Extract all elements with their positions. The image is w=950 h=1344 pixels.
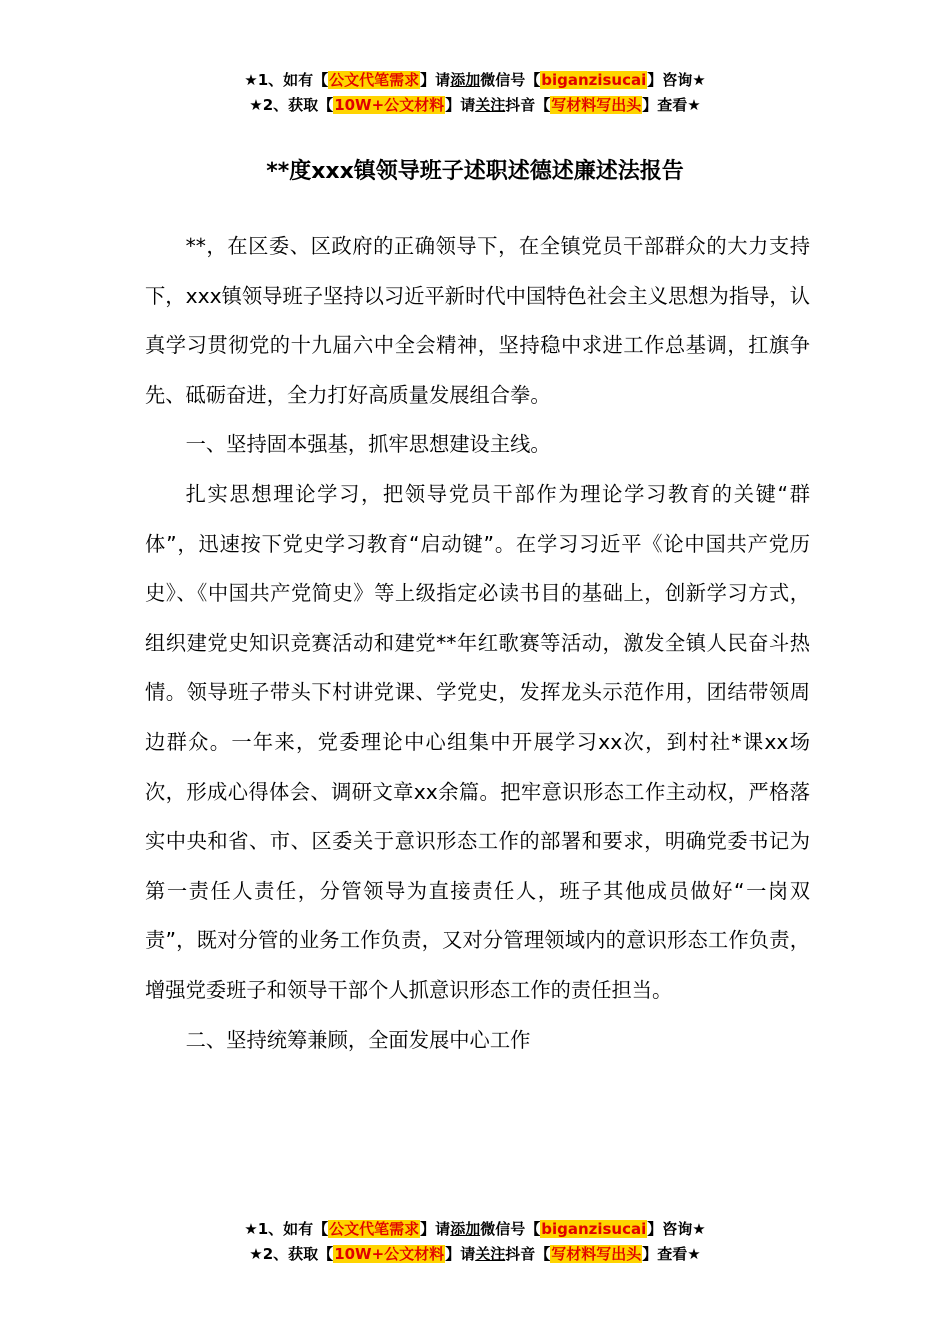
banner-line-1: [0, 68, 950, 93]
banner-highlight: 公文代笔需求: [329, 1220, 420, 1238]
banner-text: ★1、如有【: [244, 1220, 329, 1238]
header-banner: [0, 68, 950, 118]
banner-highlight: 写材料写出头: [551, 96, 642, 114]
banner-emphasis: 添加: [450, 1220, 481, 1238]
banner-highlight: 公文代笔需求: [329, 71, 420, 89]
section-heading-2: 二、坚持统筹兼顾，全面发展中心工作: [185, 1027, 531, 1052]
banner-line-1: [0, 1217, 950, 1242]
banner-text: ★1、如有【: [244, 71, 329, 89]
banner-text: ★2、获取【: [249, 96, 334, 114]
banner-emphasis: 添加: [450, 71, 481, 89]
banner-line-2: [0, 1242, 950, 1267]
banner-highlight: biganzisucai: [541, 71, 647, 89]
banner-text: 】查看★: [642, 96, 701, 114]
section-heading-1: 一、坚持固本强基，抓牢思想建设主线。: [185, 432, 551, 457]
banner-text: 】请: [445, 1245, 476, 1263]
document-body: [145, 222, 810, 1065]
banner-highlight: 10W+公文材料: [334, 96, 445, 114]
banner-emphasis: 关注: [475, 96, 506, 114]
banner-text: 】查看★: [642, 1245, 701, 1263]
banner-highlight: 写材料写出头: [551, 1245, 642, 1263]
banner-emphasis: 关注: [475, 1245, 506, 1263]
banner-text: 】请: [445, 96, 476, 114]
banner-highlight: biganzisucai: [541, 1220, 647, 1238]
banner-text: 抖音【: [505, 96, 551, 114]
banner-text: ★2、获取【: [249, 1245, 334, 1263]
banner-text: 抖音【: [505, 1245, 551, 1263]
paragraph-section-1: 扎实思想理论学习，把领导党员干部作为理论学习教育的关键“群体”，迅速按下党史学习教育“启动键”。在学习习近平《论中国共产党历史》、《中国共产党简史》等上级指定必读书目的基础上，创新学习方式，组织建党史知识竞赛活动和建党**年红歌赛等活动，激发全镇人民奋斗热情。领导班子带头下村讲党课、学党史，发挥龙头示范作用，团结带领周边群众。一年来，党委理论中心组集中开展学习xx次，到村社*课xx场次，形成心得体会、调研文章xx余篇。把牢意识形态工作主动权，严格落实中央和省、市、区委关于意识形态工作的部署和要求，明确党委书记为第一责任人责任，分管领导为直接责任人，班子其他成员做好“一岗双责”，既对分管的业务工作负责，又对分管理领域内的意识形态工作负责，增强党委班子和领导干部个人抓意识形态工作的责任担当。: [145, 481, 810, 1002]
banner-text: 微信号【: [480, 1220, 541, 1238]
paragraph-intro: **，在区委、区政府的正确领导下，在全镇党员干部群众的大力支持下，xxx镇领导班子坚持以习近平新时代中国特色社会主义思想为指导，认真学习贯彻党的十九届六中全会精神，坚持稳中求进工作总基调，扛旗争先、砥砺奋进，全力打好高质量发展组合拳。: [145, 234, 810, 407]
banner-text: 】请: [420, 1220, 451, 1238]
banner-text: 】咨询★: [647, 71, 706, 89]
banner-highlight: 10W+公文材料: [334, 1245, 445, 1263]
banner-line-2: [0, 93, 950, 118]
footer-banner: [0, 1217, 950, 1267]
document-title: **度xxx镇领导班子述职述德述廉述法报告: [266, 159, 684, 184]
banner-text: 】咨询★: [647, 1220, 706, 1238]
banner-text: 微信号【: [480, 71, 541, 89]
banner-text: 】请: [420, 71, 451, 89]
